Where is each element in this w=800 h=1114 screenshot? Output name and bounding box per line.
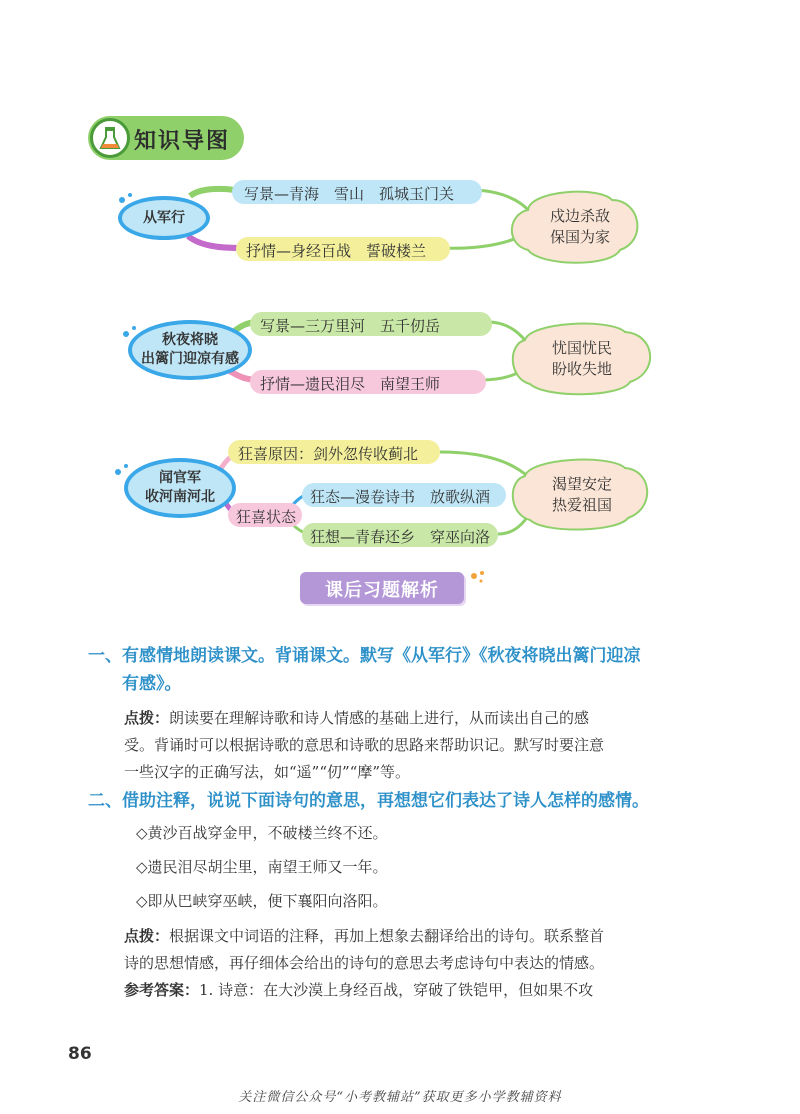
node-line: 闻官军 bbox=[159, 470, 201, 486]
answer-label: 参考答案： bbox=[124, 981, 200, 999]
conclusion-line: 盼收失地 bbox=[551, 360, 612, 378]
branch-scene-1: 写景—青海 雪山 孤城玉门关 bbox=[244, 185, 455, 203]
section-title: 课后习题解析 bbox=[325, 580, 439, 601]
map-node-poem-2 bbox=[132, 331, 248, 369]
conclusion-line: 戍边杀敌 bbox=[549, 207, 610, 225]
node-line: 从军行 bbox=[143, 210, 185, 226]
tip-1-line-1 bbox=[124, 705, 589, 732]
footer-note: 关注微信公众号“小考教辅站”获取更多小学教辅资料 bbox=[238, 1090, 562, 1105]
tip-label: 点拨： bbox=[124, 927, 170, 945]
node-line: 收河南河北 bbox=[145, 489, 215, 505]
question-1-line-1: 一、有感情地朗读课文。背诵课文。默写《从军行》《秋夜将晓出篱门迎凉 bbox=[88, 646, 641, 666]
question-1-line-2: 有感》。 bbox=[122, 674, 182, 694]
branch-emotion-2: 抒情—遗民泪尽 南望王师 bbox=[260, 375, 441, 393]
page-number: 86 bbox=[68, 1044, 92, 1064]
tip-2-line-1 bbox=[124, 923, 604, 950]
question-2: 二、借助注释，说说下面诗句的意思，再想想它们表达了诗人怎样的感情。 bbox=[88, 791, 649, 811]
branch-state-imagination: 狂想—青春还乡 穿巫向洛 bbox=[310, 528, 491, 546]
tip-text: 根据课文中词语的注释，再加上想象去翻译给出的诗句。联系整首 bbox=[169, 927, 605, 945]
conclusion-line: 渴望安定 bbox=[551, 475, 612, 493]
conclusion-line: 热爱祖国 bbox=[551, 496, 612, 514]
answer-text: 1. 诗意：在大沙漠上身经百战，穿破了铁铠甲，但如果不攻 bbox=[199, 981, 594, 999]
knowledge-map-title: 知识导图 bbox=[134, 129, 231, 154]
conclusion-line: 忧国忧民 bbox=[551, 339, 612, 357]
map-conclusion-1 bbox=[530, 206, 630, 248]
map-conclusion-2 bbox=[532, 338, 632, 380]
node-line: 出篱门迎凉有感 bbox=[141, 351, 239, 367]
tip-1-line-2: 受。背诵时可以根据诗歌的意思和诗歌的思路来帮助识记。默写时要注意 bbox=[124, 736, 605, 754]
branch-state: 狂喜状态 bbox=[236, 508, 297, 526]
map-node-poem-3 bbox=[130, 469, 230, 507]
tip-label: 点拨： bbox=[124, 709, 170, 727]
node-line: 秋夜将晓 bbox=[162, 332, 218, 348]
tip-2-line-2: 诗的思想情感，再仔细体会给出的诗句的意思去考虑诗句中表达的情感。 bbox=[124, 954, 605, 972]
map-conclusion-3 bbox=[532, 474, 632, 516]
sparkle-icon bbox=[468, 570, 488, 586]
branch-emotion-1: 抒情—身经百战 誓破楼兰 bbox=[246, 242, 427, 260]
poem-line-1: ◇黄沙百战穿金甲，不破楼兰终不还。 bbox=[136, 824, 388, 842]
tip-1-line-3: 一些汉字的正确写法，如“遥”“仞”“摩”等。 bbox=[124, 763, 411, 781]
branch-scene-2: 写景—三万里河 五千仞岳 bbox=[260, 317, 441, 335]
flask-icon bbox=[90, 118, 130, 158]
poem-line-2: ◇遗民泪尽胡尘里，南望王师又一年。 bbox=[136, 858, 388, 876]
answer-line-1 bbox=[124, 977, 593, 1004]
branch-state-behavior: 狂态—漫卷诗书 放歌纵酒 bbox=[310, 488, 491, 506]
poem-line-3: ◇即从巴峡穿巫峡，便下襄阳向洛阳。 bbox=[136, 892, 388, 910]
conclusion-line: 保国为家 bbox=[549, 228, 610, 246]
map-node-poem-1 bbox=[122, 209, 206, 228]
tip-text: 朗读要在理解诗歌和诗人情感的基础上进行，从而读出自己的感 bbox=[169, 709, 590, 727]
branch-reason: 狂喜原因：剑外忽传收蓟北 bbox=[238, 445, 419, 463]
